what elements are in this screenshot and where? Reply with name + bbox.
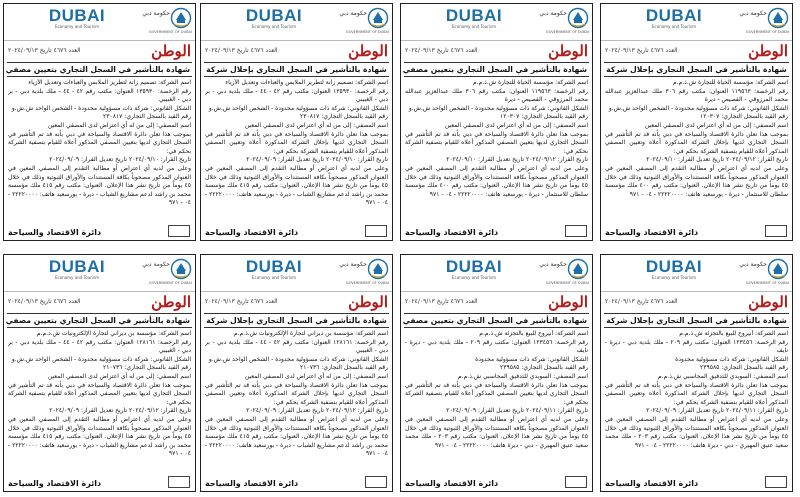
notice-line: بموجب هذا تعلن دائرة الاقتصاد والسياحة في دبي بأنه قد تم التأشير في السجل التجاري لديها بإحلال الشركة المذكورة أعلاه وتعيين المصفي المذكور أعلاه للقيام بتصفية الشركة بحكم في:	[205, 130, 388, 155]
newspaper-row	[401, 291, 592, 312]
stamp-box	[565, 225, 587, 237]
government-logo	[339, 7, 389, 37]
notice-line: وعلى من لديه أي اعتراض أو مطالبة التقدم إلى المصفي المعين في العنوان المذكور مصحوباً بكافة المستندات والأوراق الثبوتية وذلك في خلال ٤٥ يوماً من تاريخ نشر هذا الإعلان. العنوان: مكتب رقم ٢٠٣ - ملك محمد سعيد عتيق المهيري - دبي - ديرة هاتف: ٢٢٢٢٠٠٠٠ - ٠٤ - ٩٧١	[405, 415, 588, 449]
government-logo	[739, 7, 789, 37]
notice-line: اسم المصفي: إلى من له أي اعتراض لدى المصفي المعين	[47, 372, 191, 380]
newspaper-masthead: الوطن	[548, 42, 588, 60]
notice-line: رقم الرخصة: ١٣٥٩٣٠ العنوان: مكتب رقم ٤٢ - ٤٤ - ملك بلدية دبي - بر دبي - الغبيبي	[8, 87, 191, 104]
notice-line: الشكل القانوني: شركة ذات مسؤولية محدودة - الشخص الواحد ش.ش.و	[408, 104, 588, 112]
government-label-en: GOVERNMENT OF DUBAI	[345, 30, 389, 34]
notice-line: وعلى من لديه أي اعتراض أو مطالبة التقدم إلى المصفي المعين في العنوان المذكور مصحوباً بكافة المستندات والأوراق الثبوتية وذلك في خلال ٤٥ يوماً من تاريخ نشر هذا الإعلان. العنوان: مكتب رقم ٤١٥ ملك مؤسسة محمد بن راشد لدعم مشاريع الشباب - ديرة - بورسعيد هاتف: ٢٢٢٢٠٠٠٠ - ٠٤ - ٩٧١	[205, 415, 388, 458]
department-footer: دائرة الاقتصاد والسياحة	[605, 228, 699, 237]
notice-body	[205, 330, 388, 475]
dubai-economy-logo	[439, 7, 509, 37]
notice-title: شهادة بالتأشير في السجل التجاري بإحلال شركة	[204, 313, 389, 328]
department-footer: دائرة الاقتصاد والسياحة	[405, 228, 499, 237]
newspaper-row	[601, 40, 792, 61]
notice-line: اسم الشركة: مؤسسة الحياة للتجارة ش.ذ.م.م	[472, 79, 588, 86]
notice-card	[200, 254, 393, 492]
dubai-logo-text: DUBAI	[245, 6, 303, 25]
notice-line: الشكل القانوني: شركة ذات مسؤولية محدودة - الشخص الواحد ش.ش.و	[608, 104, 788, 112]
issue-number: العدد ٤٦٧٦ تاريخ ٢٠٢٤/٠٩/١٣	[8, 298, 81, 305]
notice-line: اسم المصفي: إلى من له أي اعتراض لدى المصفي المعين	[244, 121, 388, 129]
department-footer: دائرة الاقتصاد والسياحة	[8, 228, 102, 237]
dubai-logo-subtitle: Economy and Tourism	[252, 24, 296, 29]
notice-line: وعلى من لديه أي اعتراض أو مطالبة التقدم إلى المصفي المعين في العنوان المذكور مصحوباً بكافة المستندات والأوراق الثبوتية وذلك في خلال ٤٥ يوماً من تاريخ نشر هذا الإعلان. العنوان: مكتب رقم ٤١٥ ملك مؤسسة محمد بن راشد لدعم مشاريع الشباب - ديرة - بورسعيد هاتف: ٢٢٢٢٠٠٠٠ - ٠٤ - ٩٧١	[8, 415, 191, 458]
government-label: حكومة دبي	[539, 261, 567, 268]
notice-line: رقم القيد بالسجل التجاري: ٢٣٠٨١٧	[103, 113, 191, 121]
dubai-logo-subtitle: Economy and Tourism	[252, 275, 296, 280]
government-label: حكومة دبي	[142, 261, 170, 268]
stamp-box	[168, 476, 190, 488]
dubai-emblem-icon	[367, 258, 389, 280]
notice-line: بموجب هذا تعلن دائرة الاقتصاد والسياحة في دبي بأنه قد تم التأشير في السجل التجاري لديها بتعيين المصفي المذكور أعلاه للقيام بتصفية الشركة بحكم في:	[405, 381, 588, 406]
dubai-logo-text: DUBAI	[245, 257, 303, 276]
notice-line: اسم الشركة: تصميم زانة لتطريز الملابس والعباءات وتعديل الأزياء	[225, 79, 388, 86]
notice-line: تاريخ القرار: ٢٠٢٤/٠٩/١٠ تاريخ تعديل القرار: ٢٠٢٤/٠٩/٠٩	[49, 156, 191, 164]
notice-line: رقم الرخصة: ١٢٨١٦١ العنوان: مكتب رقم ٤٢ - ٤٤ - ملك بلدية دبي - بر دبي - الغبيبي	[205, 338, 388, 355]
notice-title: شهادة بالتأشير في السجل التجاري بإحلال شركة	[204, 62, 389, 77]
issue-number: العدد ٤٦٧٦ تاريخ ٢٠٢٤/٠٩/١٣	[605, 47, 678, 54]
notice-header	[401, 255, 592, 291]
notice-line: اسم الشركة: تصميم زانة لتطريز الملابس والعباءات وتعديل الأزياء	[28, 79, 191, 86]
newspaper-row	[4, 40, 195, 61]
notice-card	[600, 3, 793, 241]
dubai-logo-subtitle: Economy and Tourism	[452, 24, 496, 29]
department-footer: دائرة الاقتصاد والسياحة	[405, 479, 499, 488]
notice-card	[3, 3, 196, 241]
issue-number: العدد ٤٦٧٦ تاريخ ٢٠٢٤/٠٩/١٣	[405, 298, 478, 305]
dubai-logo-subtitle: Economy and Tourism	[55, 275, 99, 280]
notice-line: تاريخ القرار: ٢٠٢٤/٠٩/١٢ تاريخ تعديل القرار: ٢٠٢٤/٠٩/٠٩	[49, 407, 191, 415]
government-label-en: GOVERNMENT OF DUBAI	[148, 30, 192, 34]
dubai-emblem-icon	[170, 258, 192, 280]
notice-body	[8, 79, 191, 224]
dubai-logo-text: DUBAI	[645, 6, 703, 25]
government-label: حكومة دبي	[339, 10, 367, 17]
newspaper-row	[401, 40, 592, 61]
notice-line: رقم الرخصة: ١١٩٥٦٣ العنوان: مكتب رقم ٣٠٦ ملك عبدالعزيز عبدالله محمد المرزوقي - القصيص - ديرة	[405, 87, 588, 104]
dubai-economy-logo	[639, 258, 709, 288]
notice-line: تاريخ القرار: ٢٠٢٤/٠٩/١٢ تاريخ تعديل القرار: ٢٠٢٤/٠٩/١٠	[646, 156, 788, 164]
department-footer: دائرة الاقتصاد والسياحة	[8, 479, 102, 488]
notice-header	[201, 255, 392, 291]
dubai-logo-subtitle: Economy and Tourism	[55, 24, 99, 29]
government-label: حكومة دبي	[142, 10, 170, 17]
notice-title: شهادة بالتأشير في السجل التجاري بتعيين مصفي	[404, 313, 589, 328]
notice-line: اسم المصفي: السويدي للتدقيق المحاسبي ش.ذ.م.م	[457, 372, 588, 380]
dubai-logo-subtitle: Economy and Tourism	[652, 275, 696, 280]
notice-body	[205, 79, 388, 224]
notice-line: اسم المصفي: إلى من له أي اعتراض لدى المصفي المعين	[244, 372, 388, 380]
notice-line: الشكل القانوني: شركة ذات مسؤولية محدودة	[475, 355, 588, 363]
dubai-emblem-icon	[567, 258, 589, 280]
notice-line: بموجب هذا تعلن دائرة الاقتصاد والسياحة في دبي بأنه قد تم التأشير في السجل التجاري لديها بتعيين المصفي المذكور أعلاه للقيام بتصفية الشركة بحكم في:	[8, 130, 191, 155]
notice-line: وعلى من لديه أي اعتراض أو مطالبة التقدم إلى المصفي المعين في العنوان المذكور مصحوباً بكافة المستندات والأوراق الثبوتية وذلك في خلال ٤٥ يوماً من تاريخ نشر هذا الإعلان. العنوان: مكتب رقم ٤٠٠ ملك مؤسسة سلطان للاستثمار - ديرة - بورسعيد هاتف: ٢٢٢٢٠٠٠٠ - ٠٤ - ٩٧١	[405, 164, 588, 198]
government-logo	[142, 7, 192, 37]
notice-header	[4, 255, 195, 291]
notice-line: بموجب هذا تعلن دائرة الاقتصاد والسياحة في دبي بأنه قد تم التأشير في السجل التجاري لديها بإحلال الشركة المذكورة أعلاه وتعيين المصفي المذكور أعلاه للقيام بتصفية الشركة بحكم في:	[605, 381, 788, 406]
notice-line: تاريخ القرار: ٢٠٢٤/٠٩/١٢ تاريخ تعديل القرار: ٢٠٢٤/٠٩/٠٩	[246, 407, 388, 415]
notice-body	[405, 79, 588, 224]
notice-line: اسم المصفي: إلى من له أي اعتراض لدى المصفي المعين	[644, 121, 788, 129]
notice-line: الشكل القانوني: شركة ذات مسؤولية محدودة - الشخص الواحد ش.ش.و	[11, 104, 191, 112]
notice-line: وعلى من لديه أي اعتراض أو مطالبة التقدم إلى المصفي المعين في العنوان المذكور مصحوباً بكافة المستندات والأوراق الثبوتية وذلك في خلال ٤٥ يوماً من تاريخ نشر هذا الإعلان. العنوان: مكتب رقم ٤٠٠ ملك مؤسسة سلطان للاستثمار - ديرة - بورسعيد هاتف: ٢٢٢٢٠٠٠٠ - ٠٤ - ٩٧١	[605, 164, 788, 198]
dubai-economy-logo	[439, 258, 509, 288]
newspaper-masthead: الوطن	[348, 42, 388, 60]
dubai-logo-text: DUBAI	[48, 6, 106, 25]
government-logo	[339, 258, 389, 288]
issue-number: العدد ٤٦٧٦ تاريخ ٢٠٢٤/٠٩/١٣	[205, 47, 278, 54]
notice-card	[600, 254, 793, 492]
department-footer: دائرة الاقتصاد والسياحة	[205, 479, 299, 488]
newspaper-masthead: الوطن	[348, 293, 388, 311]
notice-header	[601, 255, 792, 291]
newspaper-masthead: الوطن	[748, 42, 788, 60]
stamp-box	[365, 476, 387, 488]
notice-line: رقم الرخصة: ١٣٥٩٣٠ العنوان: مكتب رقم ٤٢ - ٤٤ - ملك بلدية دبي - بر دبي - الغبيبي	[205, 87, 388, 104]
notice-body	[8, 330, 191, 475]
government-logo	[539, 258, 589, 288]
notice-line: الشكل القانوني: شركة ذات مسؤولية محدودة	[675, 355, 788, 363]
notice-line: رقم القيد بالسجل التجاري: ٢١٠٧٣٦	[103, 364, 191, 372]
dubai-economy-logo	[239, 258, 309, 288]
notice-line: وعلى من لديه أي اعتراض أو مطالبة التقدم إلى المصفي المعين في العنوان المذكور مصحوباً بكافة المستندات والأوراق الثبوتية وذلك في خلال ٤٥ يوماً من تاريخ نشر هذا الإعلان. العنوان: مكتب رقم ٢٠٣ - ملك محمد سعيد عتيق المهيري - دبي - ديرة هاتف: ٢٢٢٢٠٠٠٠ - ٠٤ - ٩٧١	[605, 415, 788, 449]
notice-header	[401, 4, 592, 40]
notice-line: رقم الرخصة: ١١٩٥٦٣ العنوان: مكتب رقم ٣٠٦ ملك عبدالعزيز عبدالله محمد المرزوقي - القصيص - ديرة	[605, 87, 788, 104]
notice-line: اسم الشركة: مؤسسة بن ديراني لتجارة الإلكترونيات ش.ذ.م.م	[233, 330, 388, 337]
newspaper-row	[4, 291, 195, 312]
notice-line: الشكل القانوني: شركة ذات مسؤولية محدودة - الشخص الواحد ش.ش.و	[11, 355, 191, 363]
issue-number: العدد ٤٦٧٦ تاريخ ٢٠٢٤/٠٩/١٣	[8, 47, 81, 54]
notice-line: رقم الرخصة: ١٢٣٤٥٦ العنوان: مكتب رقم ٢٠٩ - ملك بلدية دبي - ديرة - نايف	[605, 338, 788, 355]
notice-header	[601, 4, 792, 40]
dubai-emblem-icon	[567, 7, 589, 29]
government-logo	[539, 7, 589, 37]
newspaper-row	[201, 40, 392, 61]
notice-line: تاريخ القرار: ٢٠٢٤/٠٩/١٢ تاريخ تعديل القرار: ٢٠٢٤/٠٩/١٠	[446, 156, 588, 164]
government-label-en: GOVERNMENT OF DUBAI	[148, 281, 192, 285]
notice-line: اسم الشركة: مؤسسة بن ديراني لتجارة الإلكترونيات ش.ذ.م.م	[36, 330, 191, 337]
notice-line: اسم الشركة: مؤسسة الحياة للتجارة ش.ذ.م.م	[672, 79, 788, 86]
dubai-logo-text: DUBAI	[48, 257, 106, 276]
issue-number: العدد ٤٦٧٦ تاريخ ٢٠٢٤/٠٩/١٣	[205, 298, 278, 305]
notice-line: رقم الرخصة: ١٢٨١٦١ العنوان: مكتب رقم ٤٢ - ٤٤ - ملك بلدية دبي - بر دبي - الغبيبي	[8, 338, 191, 355]
dubai-emblem-icon	[170, 7, 192, 29]
notice-card	[400, 3, 593, 241]
government-label: حكومة دبي	[739, 261, 767, 268]
notice-title: شهادة بالتأشير في السجل التجاري بتعيين مصفي	[7, 62, 192, 77]
dubai-economy-logo	[42, 7, 112, 37]
dubai-logo-subtitle: Economy and Tourism	[452, 275, 496, 280]
dubai-emblem-icon	[367, 7, 389, 29]
notice-line: وعلى من لديه أي اعتراض أو مطالبة التقدم إلى المصفي المعين في العنوان المذكور مصحوباً بكافة المستندات والأوراق الثبوتية وذلك في خلال ٤٥ يوماً من تاريخ نشر هذا الإعلان. العنوان: مكتب رقم ٤١٥ ملك مؤسسة محمد بن راشد لدعم مشاريع الشباب - ديرة - بورسعيد هاتف: ٢٢٢٢٠٠٠٠ - ٠٤ - ٩٧١	[205, 164, 388, 207]
notice-title: شهادة بالتأشير في السجل التجاري بإحلال شركة	[604, 313, 789, 328]
newspaper-masthead: الوطن	[748, 293, 788, 311]
notice-title: شهادة بالتأشير في السجل التجاري بتعيين مصفي	[404, 62, 589, 77]
notice-line: اسم الشركة: أبيروح للبيع بالتجزئة ش.ذ.م.م	[479, 330, 588, 337]
dubai-logo-text: DUBAI	[645, 257, 703, 276]
notice-line: اسم الشركة: أبيروح للبيع بالتجزئة ش.ذ.م.م	[679, 330, 788, 337]
stamp-box	[168, 225, 190, 237]
dubai-economy-logo	[639, 7, 709, 37]
government-label-en: GOVERNMENT OF DUBAI	[345, 281, 389, 285]
department-footer: دائرة الاقتصاد والسياحة	[205, 228, 299, 237]
notice-line: بموجب هذا تعلن دائرة الاقتصاد والسياحة في دبي بأنه قد تم التأشير في السجل التجاري لديها بإحلال الشركة المذكورة أعلاه وتعيين المصفي المذكور أعلاه للقيام بتصفية الشركة بحكم في:	[205, 381, 388, 406]
notice-line: اسم المصفي: إلى من له أي اعتراض لدى المصفي المعين	[47, 121, 191, 129]
notice-line: تاريخ القرار: ٢٠٢٤/٠٩/١١ تاريخ تعديل القرار: ٢٠٢٤/٠٩/٠٩	[446, 407, 588, 415]
government-logo	[739, 258, 789, 288]
dubai-economy-logo	[239, 7, 309, 37]
notice-body	[405, 330, 588, 475]
newspaper-masthead: الوطن	[151, 42, 191, 60]
dubai-logo-text: DUBAI	[445, 257, 503, 276]
notice-header	[4, 4, 195, 40]
notice-line: بموجب هذا تعلن دائرة الاقتصاد والسياحة في دبي بأنه قد تم التأشير في السجل التجاري لديها بتعيين المصفي المذكور أعلاه للقيام بتصفية الشركة بحكم في:	[8, 381, 191, 406]
government-label: حكومة دبي	[339, 261, 367, 268]
newspaper-row	[601, 291, 792, 312]
dubai-emblem-icon	[767, 258, 789, 280]
government-label-en: GOVERNMENT OF DUBAI	[745, 30, 789, 34]
dubai-logo-text: DUBAI	[445, 6, 503, 25]
notice-line: رقم الرخصة: ١٢٣٤٥٦ العنوان: مكتب رقم ٢٠٩ - ملك بلدية دبي - ديرة - نايف	[405, 338, 588, 355]
notice-line: بموجب هذا تعلن دائرة الاقتصاد والسياحة في دبي بأنه قد تم التأشير في السجل التجاري لديها بإحلال الشركة المذكورة أعلاه وتعيين المصفي المذكور أعلاه للقيام بتصفية الشركة بحكم في:	[605, 130, 788, 155]
notice-line: اسم المصفي: إلى من له أي اعتراض لدى المصفي المعين	[444, 121, 588, 129]
government-label-en: GOVERNMENT OF DUBAI	[545, 281, 589, 285]
issue-number: العدد ٤٦٧٦ تاريخ ٢٠٢٤/٠٩/١٣	[605, 298, 678, 305]
dubai-logo-subtitle: Economy and Tourism	[652, 24, 696, 29]
notice-line: رقم القيد بالسجل التجاري: ١٢٠٣٠٧	[700, 113, 788, 121]
notice-line: تاريخ القرار: ٢٠٢٤/٠٩/١١ تاريخ تعديل القرار: ٢٠٢٤/٠٩/٠٩	[646, 407, 788, 415]
notice-line: رقم القيد بالسجل التجاري: ٢٣٩٥٨٥	[700, 364, 788, 372]
government-label: حكومة دبي	[539, 10, 567, 17]
notice-card	[200, 3, 393, 241]
notice-line: اسم المصفي: السويدي للتدقيق المحاسبي ش.ذ.م.م	[657, 372, 788, 380]
notice-line: تاريخ القرار: ٢٠٢٤/٠٩/١٠ تاريخ تعديل القرار: ٢٠٢٤/٠٩/٠٩	[246, 156, 388, 164]
department-footer: دائرة الاقتصاد والسياحة	[605, 479, 699, 488]
notice-line: بموجب هذا تعلن دائرة الاقتصاد والسياحة في دبي بأنه قد تم التأشير في السجل التجاري لديها بتعيين المصفي المذكور أعلاه للقيام بتصفية الشركة بحكم في:	[405, 130, 588, 155]
notice-line: رقم القيد بالسجل التجاري: ٢٣٠٨١٧	[300, 113, 388, 121]
notice-card	[400, 254, 593, 492]
notice-title: شهادة بالتأشير في السجل التجاري بتعيين مصفي	[7, 313, 192, 328]
notice-line: وعلى من لديه أي اعتراض أو مطالبة التقدم إلى المصفي المعين في العنوان المذكور مصحوباً بكافة المستندات والأوراق الثبوتية وذلك في خلال ٤٥ يوماً من تاريخ نشر هذا الإعلان. العنوان: مكتب رقم ٤١٥ ملك مؤسسة محمد بن راشد لدعم مشاريع الشباب - ديرة - بورسعيد هاتف: ٢٢٢٢٠٠٠٠ - ٠٤ - ٩٧١	[8, 164, 191, 207]
stamp-box	[565, 476, 587, 488]
newspaper-row	[201, 291, 392, 312]
notice-line: الشكل القانوني: شركة ذات مسؤولية محدودة - الشخص الواحد ش.ش.و	[208, 104, 388, 112]
notice-line: رقم القيد بالسجل التجاري: ٢٣٩٥٨٥	[500, 364, 588, 372]
government-label: حكومة دبي	[739, 10, 767, 17]
notice-body	[605, 79, 788, 224]
notice-title: شهادة بالتأشير في السجل التجاري بإحلال شركة	[604, 62, 789, 77]
notice-body	[605, 330, 788, 475]
notice-header	[201, 4, 392, 40]
stamp-box	[765, 476, 787, 488]
notice-line: رقم القيد بالسجل التجاري: ١٢٠٣٠٧	[500, 113, 588, 121]
dubai-economy-logo	[42, 258, 112, 288]
newspaper-masthead: الوطن	[548, 293, 588, 311]
stamp-box	[765, 225, 787, 237]
notice-line: رقم القيد بالسجل التجاري: ٢١٠٧٣٦	[300, 364, 388, 372]
issue-number: العدد ٤٦٧٦ تاريخ ٢٠٢٤/٠٩/١٣	[405, 47, 478, 54]
notice-card	[3, 254, 196, 492]
newspaper-masthead: الوطن	[151, 293, 191, 311]
page-title	[0, 0, 1, 1]
notice-line: الشكل القانوني: شركة ذات مسؤولية محدودة - الشخص الواحد ش.ش.و	[208, 355, 388, 363]
stamp-box	[365, 225, 387, 237]
dubai-emblem-icon	[767, 7, 789, 29]
government-label-en: GOVERNMENT OF DUBAI	[545, 30, 589, 34]
government-logo	[142, 258, 192, 288]
government-label-en: GOVERNMENT OF DUBAI	[745, 281, 789, 285]
